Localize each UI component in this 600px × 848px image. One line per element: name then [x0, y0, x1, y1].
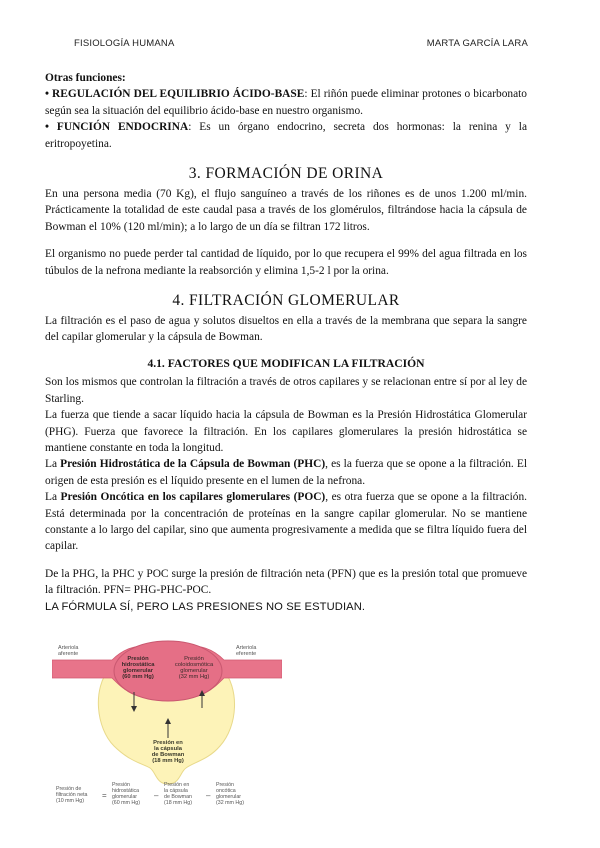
section-3-title: 3. FORMACIÓN DE ORINA — [188, 165, 384, 183]
eq-minus-2: – — [206, 791, 211, 800]
header-author: MARTA GARCÍA LARA — [426, 38, 528, 49]
endocrine-label: • FUNCIÓN ENDOCRINA — [45, 121, 189, 134]
eq-oncotic: Presión oncótica glomerular (32 mm Hg) — [216, 782, 244, 806]
section-4-paragraph-1: La filtración es el paso de agua y solutos disueltos en ella a través de la membrana que separa la sangre del capilar glomerular y la cápsula de Bowman. — [45, 315, 527, 344]
pfn-paragraph: De la PHG, la PHC y POC surge la presión de filtración neta (PFN) que es la presión total que promueve la filtración. PFN= PHG-PHC-POC. — [45, 567, 527, 597]
eq-bowman: Presión en la cápsula de Bowman (18 mm Hg) — [164, 782, 192, 806]
afferent-label: Arteriola aferente — [58, 645, 79, 657]
header-subject: FISIOLOGÍA HUMANA — [74, 38, 175, 49]
section-4-paragraph-3: La fuerza que tiende a sacar líquido hacia la cápsula de Bowman es la Presión Hidrostática Glomerular (PHG). Fuerza que favorece la filtración. En los capilares glomerulares la presión hidrostática se mantiene constante en toda la longitud. — [45, 409, 527, 454]
poc-term: Presión Oncótica en los capilares glomerulares (POC) — [60, 491, 326, 504]
glomerular-pressure-figure — [52, 638, 282, 830]
acid-base-text: : El riñón puede eliminar protones o bicarbonato según sea la situación del equilibrio ácido-base en nuestro organismo. — [45, 88, 527, 117]
eq-minus-1: – — [154, 791, 159, 800]
phc-text: , es la fuerza que se opone a la filtración. El origen de esta presión es el líquido presente en el lumen de la nefrona. — [45, 458, 527, 487]
section-4-title: 4. FILTRACIÓN GLOMERULAR — [172, 292, 400, 310]
phc-label: Presión en la cápsula de Bowman (18 mm Hg) — [151, 740, 185, 764]
phc-term: Presión Hidrostática de la Cápsula de Bowman (PHC) — [60, 458, 326, 471]
section-4-paragraph-2: Son los mismos que controlan la filtración a través de otros capilares y se relacionan entre sí por al ley de Starling. — [45, 376, 527, 405]
formula-note: LA FÓRMULA SÍ, PERO LAS PRESIONES NO SE ESTUDIAN. — [45, 600, 366, 613]
acid-base-item — [45, 86, 527, 119]
other-functions-title: Otras funciones: — [45, 72, 126, 84]
section-3-paragraph-2: El organismo no puede perder tal cantidad de líquido, por lo que recupera el 99% del agua filtrada en los túbulos de la nefrona mediante la reabsorción y elimina 1,5-2 l por la orina. — [45, 248, 527, 277]
subsection-4-1-title: 4.1. FACTORES QUE MODIFICAN LA FILTRACIÓN — [147, 356, 425, 370]
poc-pre: La — [45, 491, 61, 504]
phc-pre: La — [45, 458, 61, 471]
endocrine-text: : Es un órgano endocrino, secreta dos hormonas: la renina y la eritropoyetina. — [45, 121, 527, 150]
endocrine-item — [45, 119, 527, 152]
acid-base-label: • REGULACIÓN DEL EQUILIBRIO ÁCIDO-BASE — [45, 88, 305, 101]
section-3-paragraph-1: En una persona media (70 Kg), el flujo sanguíneo a través de los riñones es de unos 1.200 ml/min. Prácticamente la totalidad de este caudal pasa a través de los glomérulos, filtrándose hacia la cápsula de Bowman el 10% (120 ml/min); a lo largo de un día se filtran 172 litros. — [45, 188, 527, 233]
poc-text: , es otra fuerza que se opone a la filtración. Está determinada por la concentración de proteínas en la sangre capilar glomerular. No se mantiene constante a lo largo del capilar, sino que aumenta progresivamente a medida que se filtra líquido fuera del capilar. — [45, 491, 527, 553]
document-body — [45, 70, 527, 615]
phg-label: Presión hidrostática glomerular (60 mm Hg) — [121, 656, 155, 680]
poc-label: Presión coloidosmótica glomerular (32 mm Hg) — [174, 656, 214, 680]
poc-paragraph — [45, 489, 527, 555]
efferent-label: Arteriola eferente — [236, 645, 257, 657]
glomerulus-diagram — [52, 638, 282, 830]
eq-net-filtration: Presión de filtración neta (10 mm Hg) — [56, 786, 88, 804]
eq-hydrostatic: Presión hidrostática glomerular (60 mm Hg) — [112, 782, 140, 806]
phc-paragraph — [45, 456, 527, 489]
eq-equals-sign: = — [102, 791, 107, 800]
